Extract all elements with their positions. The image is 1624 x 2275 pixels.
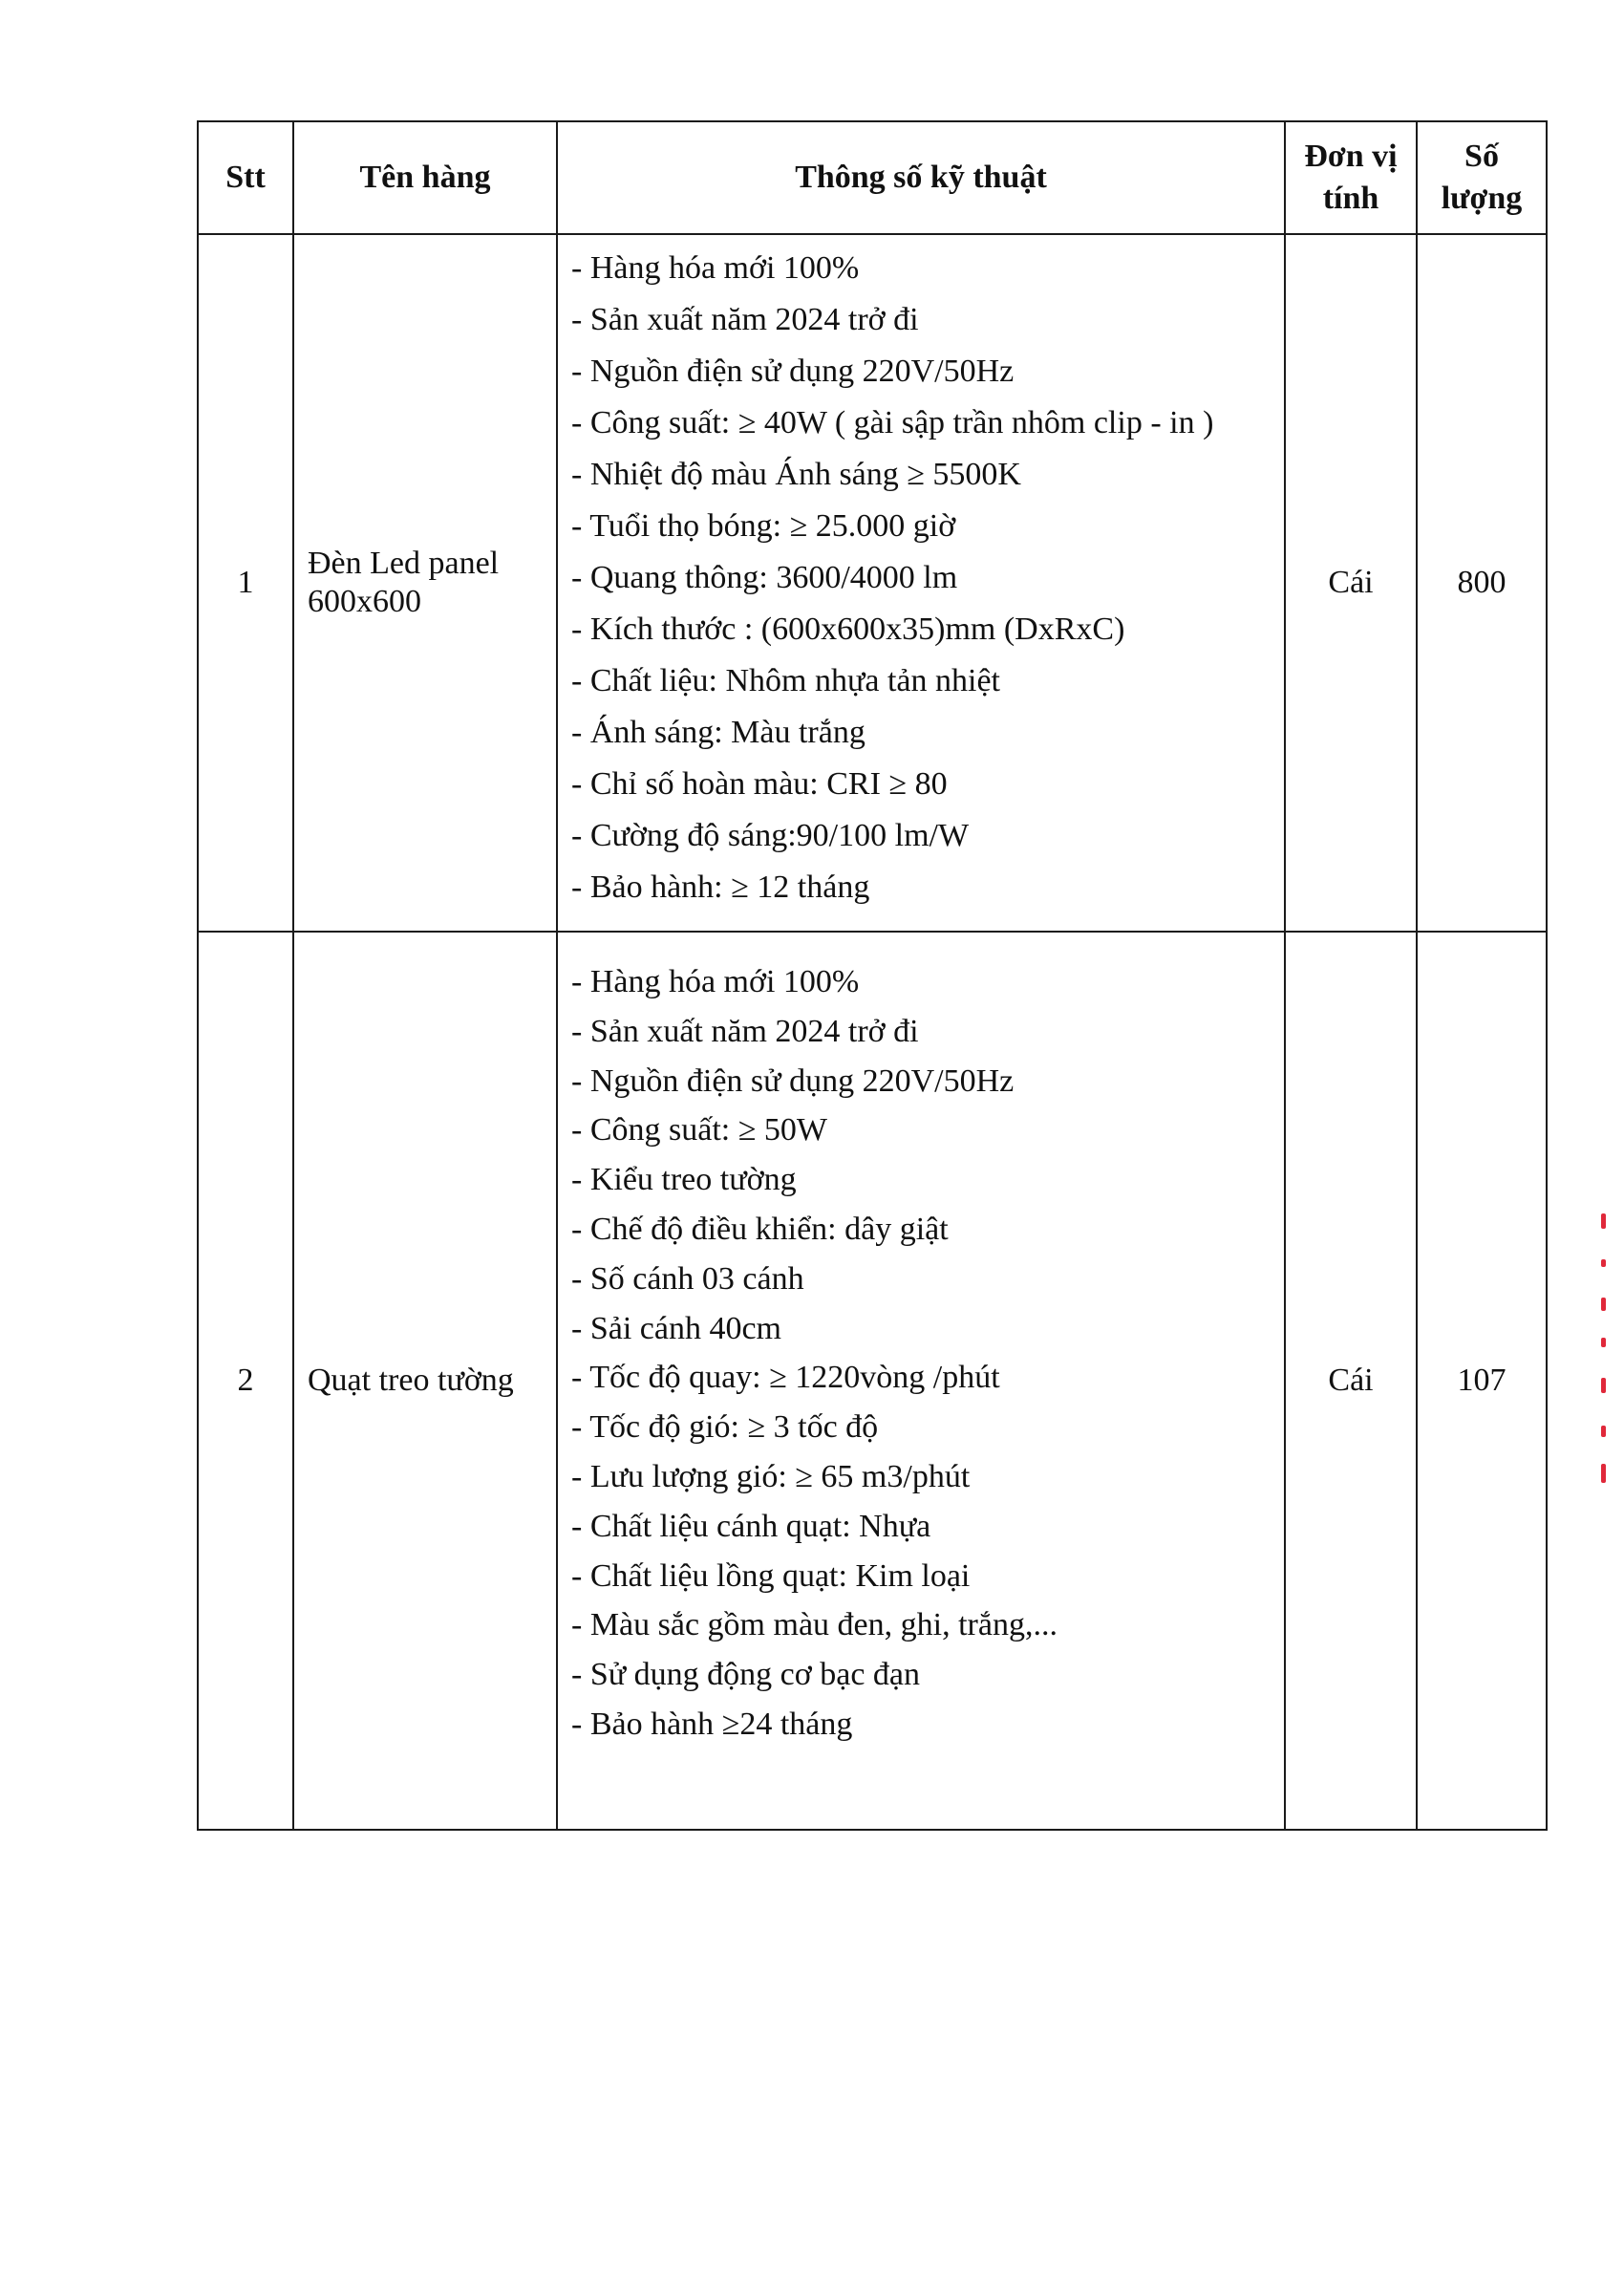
table-header-row xyxy=(198,121,1547,234)
table-row xyxy=(198,234,1547,932)
table-row xyxy=(198,932,1547,1830)
spec-item: - Số cánh 03 cánh xyxy=(571,1260,804,1297)
row-unit-value: Cái xyxy=(1328,565,1374,600)
spec-item: - Kiểu treo tường xyxy=(571,1162,797,1198)
stamp-mark-fragment xyxy=(1601,1426,1606,1437)
row-stt xyxy=(198,932,293,1830)
row-stt xyxy=(198,234,293,932)
stamp-mark-fragment xyxy=(1601,1298,1606,1311)
spec-item: - Nguồn điện sử dụng 220V/50Hz xyxy=(571,1062,1015,1099)
row-stt-value: 1 xyxy=(237,565,254,600)
spec-item: - Màu sắc gồm màu đen, ghi, trắng,... xyxy=(571,1607,1058,1643)
stamp-mark-fragment xyxy=(1601,1378,1606,1393)
row-name-line1: Quạt treo tường xyxy=(308,1363,514,1398)
spec-item: - Chất liệu lồng quạt: Kim loại xyxy=(571,1557,971,1594)
spec-item: - Chất liệu cánh quạt: Nhựa xyxy=(571,1508,931,1544)
spec-item: - Công suất: ≥ 40W ( gài sập trần nhôm clip - in ) xyxy=(571,405,1214,440)
spec-item: - Lưu lượng gió: ≥ 65 m3/phút xyxy=(571,1458,971,1494)
row-unit xyxy=(1285,932,1417,1830)
spec-item: - Chất liệu: Nhôm nhựa tản nhiệt xyxy=(571,663,1001,698)
row-name xyxy=(293,234,557,932)
row-spec xyxy=(557,932,1285,1830)
spec-item: - Kích thước : (600x600x35)mm (DxRxC) xyxy=(571,612,1125,647)
spec-list xyxy=(571,957,1284,1749)
spec-item: - Tốc độ gió: ≥ 3 tốc độ xyxy=(571,1409,879,1446)
row-stt-value: 2 xyxy=(237,1363,254,1398)
spec-item: - Sải cánh 40cm xyxy=(571,1310,781,1346)
header-qty-line1: Số xyxy=(1464,139,1499,174)
spec-item: - Bảo hành: ≥ 12 tháng xyxy=(571,869,870,905)
row-qty xyxy=(1417,234,1547,932)
row-spec xyxy=(557,234,1285,932)
header-stt xyxy=(198,121,293,234)
header-qty-line2: lượng xyxy=(1441,181,1523,216)
stamp-mark-fragment xyxy=(1601,1338,1606,1347)
spec-item: - Nguồn điện sử dụng 220V/50Hz xyxy=(571,354,1015,389)
spec-item: - Tốc độ quay: ≥ 1220vòng /phút xyxy=(571,1360,1000,1396)
row-qty xyxy=(1417,932,1547,1830)
row-name-line2: 600x600 xyxy=(308,584,421,619)
spec-item: - Cường độ sáng:90/100 lm/W xyxy=(571,818,970,853)
stamp-mark-fragment xyxy=(1601,1464,1606,1483)
spec-item: - Chỉ số hoàn màu: CRI ≥ 80 xyxy=(571,766,948,802)
header-stt-label: Stt xyxy=(225,160,266,195)
spec-item: - Sử dụng động cơ bạc đạn xyxy=(571,1657,921,1693)
header-name xyxy=(293,121,557,234)
spec-item: - Nhiệt độ màu Ánh sáng ≥ 5500K xyxy=(571,457,1021,492)
spec-list xyxy=(571,243,1284,913)
spec-item: - Bảo hành ≥24 tháng xyxy=(571,1706,853,1742)
row-unit-value: Cái xyxy=(1328,1363,1374,1398)
row-qty-value: 800 xyxy=(1457,565,1506,600)
stamp-mark-fragment xyxy=(1601,1213,1606,1229)
spec-item: - Công suất: ≥ 50W xyxy=(571,1112,827,1148)
spec-item: - Sản xuất năm 2024 trở đi xyxy=(571,302,919,337)
header-spec-label: Thông số kỹ thuật xyxy=(795,160,1047,195)
header-unit-line1: Đơn vị xyxy=(1304,139,1398,174)
row-name xyxy=(293,932,557,1830)
specification-table xyxy=(197,120,1548,1831)
stamp-edge-mark xyxy=(1597,1213,1611,1500)
spec-item: - Ánh sáng: Màu trắng xyxy=(571,715,865,750)
header-spec xyxy=(557,121,1285,234)
spec-item: - Hàng hóa mới 100% xyxy=(571,964,860,999)
header-qty xyxy=(1417,121,1547,234)
spec-item: - Tuổi thọ bóng: ≥ 25.000 giờ xyxy=(571,508,956,544)
row-name-line1: Đèn Led panel xyxy=(308,546,500,581)
header-unit xyxy=(1285,121,1417,234)
spec-item: - Hàng hóa mới 100% xyxy=(571,250,860,286)
row-qty-value: 107 xyxy=(1457,1363,1506,1398)
spec-item: - Chế độ điều khiển: dây giật xyxy=(571,1211,949,1247)
header-unit-line2: tính xyxy=(1322,181,1379,216)
row-unit xyxy=(1285,234,1417,932)
stamp-mark-fragment xyxy=(1601,1259,1606,1267)
header-name-label: Tên hàng xyxy=(359,160,491,195)
spec-item: - Quang thông: 3600/4000 lm xyxy=(571,560,958,595)
spec-item: - Sản xuất năm 2024 trở đi xyxy=(571,1013,919,1049)
